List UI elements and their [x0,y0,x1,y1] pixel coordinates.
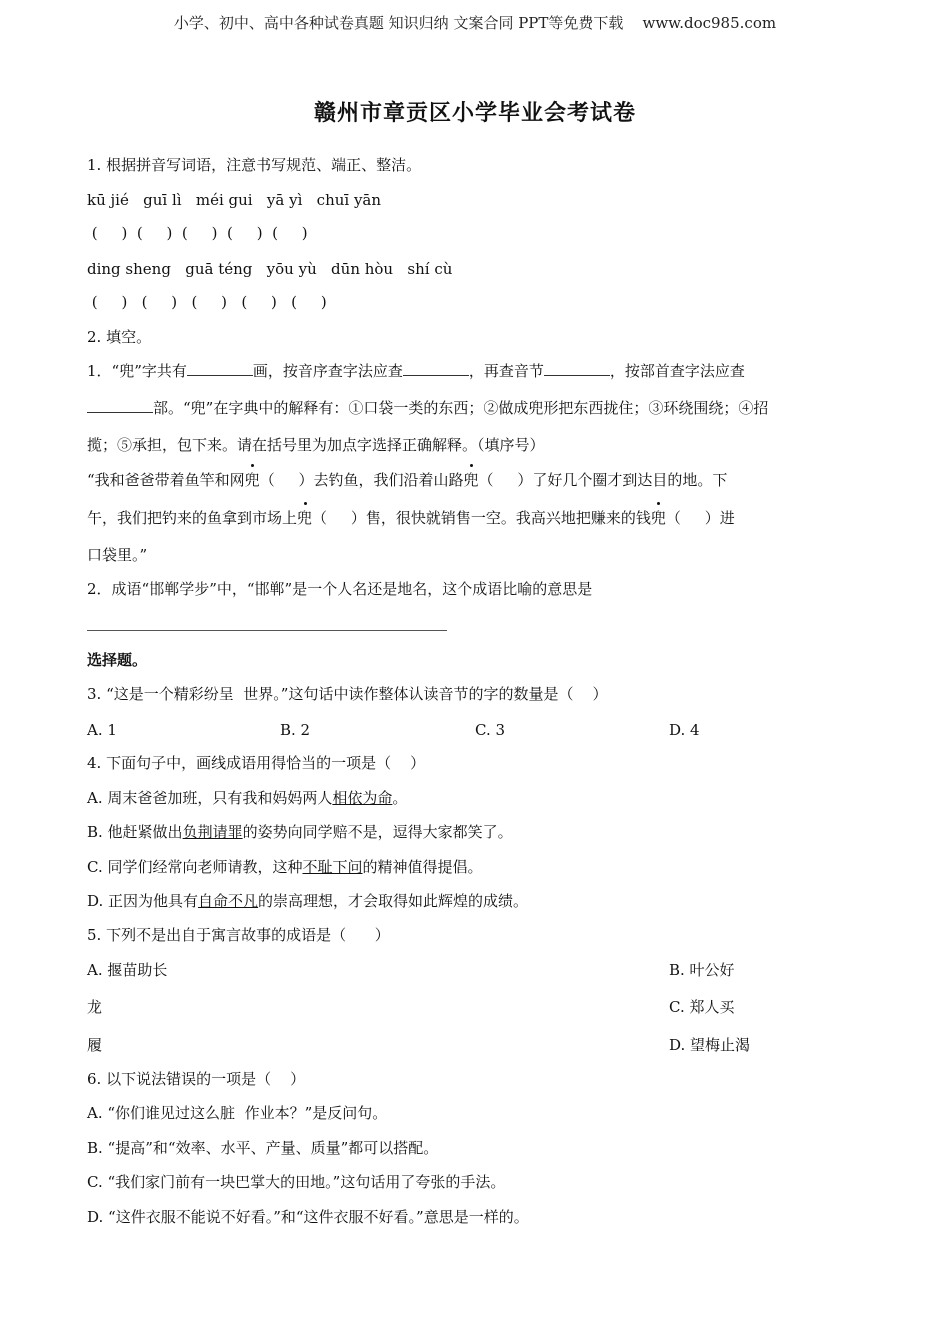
q1-pinyin-row1: kū jié guī lì méi gui yā yì chuī yān [87,191,382,209]
q2-sentence3: 口袋里。” [87,546,148,564]
q3-option-b[interactable]: B. 2 [280,721,311,739]
q6-option-b[interactable]: B. “提高”和“效率、水平、产量、质量”都可以搭配。 [87,1139,439,1157]
q6-option-a[interactable]: A. “你们谁见过这么脏 作业本？”是反问句。 [87,1104,388,1122]
q1-stem: 1. 根据拼音写词语，注意书写规范、端正、整洁。 [87,156,422,174]
fill-blank[interactable] [187,361,253,376]
q5-option-b[interactable]: B. 叶公好 [669,961,735,979]
q6-stem: 6. 以下说法错误的一项是（ ） [87,1070,306,1088]
q5-option-b-wrap: 龙 [87,998,103,1016]
q5-option-c[interactable]: C. 郑人买 [669,998,735,1016]
q2-sentence1: “我和爸爸带着鱼竿和网兜（ ）去钓鱼，我们沿着山路兜（ ）了好几个圈才到达目的地。下 [87,471,728,489]
q3-option-c[interactable]: C. 3 [475,721,506,739]
q1-brackets-row1: ( ) ( ) ( ) ( ) ( ) [87,224,308,242]
q3-stem: 3. “这是一个精彩纷呈 世界。”这句话中读作整体认读音节的字的数量是（ ） [87,685,608,703]
q2-stem: 2. 填空。 [87,328,152,346]
fill-blank[interactable] [87,398,153,413]
q4-option-a[interactable]: A. 周末爸爸加班，只有我和妈妈两人相依为命。 [87,789,408,807]
q4-option-b[interactable]: B. 他赶紧做出负荆请罪的姿势向同学赔不是，逗得大家都笑了。 [87,823,513,841]
fill-blank[interactable] [544,361,610,376]
q4-stem: 4. 下面句子中，画线成语用得恰当的一项是（ ） [87,754,426,772]
q5-option-d[interactable]: D. 望梅止渴 [669,1036,751,1054]
q5-option-c-wrap: 履 [87,1036,103,1054]
site-header: 小学、初中、高中各种试卷真题 知识归纳 文案合同 PPT等免费下载 www.doc985.com [173,14,777,32]
q2-line1: 1．“兜”字共有 画，按音序查字法应查 ，再查音节 ，按部首查字法应查 [87,362,745,380]
q2-line2: 部。“兜”在字典中的解释有：①口袋一类的东西；②做成兜形把东西拢住；③环绕围绕；④招 [87,398,768,418]
q5-stem: 5. 下列不是出自于寓言故事的成语是（ ） [87,926,390,944]
q5-option-a[interactable]: A. 揠苗助长 [87,961,168,979]
exam-title: 赣州市章贡区小学毕业会考试卷 [313,100,636,126]
section-heading: 选择题。 [87,651,148,669]
answer-line[interactable] [87,630,447,631]
q3-option-a[interactable]: A. 1 [87,721,117,739]
q4-option-c[interactable]: C. 同学们经常向老师请教，这种不耻下问的精神值得提倡。 [87,858,483,876]
q6-option-c[interactable]: C. “我们家门前有一块巴掌大的田地。”这句话用了夸张的手法。 [87,1173,506,1191]
q6-option-d[interactable]: D. “这件衣服不能说不好看。”和“这件衣服不好看。”意思是一样的。 [87,1208,529,1226]
q1-pinyin-row2: ding sheng guā téng yōu yù dūn hòu shí cù [87,260,453,278]
q3-option-d[interactable]: D. 4 [669,721,700,739]
q1-brackets-row2: ( ) ( ) ( ) ( ) ( ) [87,293,327,311]
q2-sentence2: 午，我们把钓来的鱼拿到市场上兜（ ）售，很快就销售一空。我高兴地把赚来的钱兜（ ）进 [87,509,735,527]
q2-part2: 2．成语“邯郸学步”中，“邯郸”是一个人名还是地名，这个成语比喻的意思是 [87,580,593,598]
q4-option-d[interactable]: D. 正因为他具有自命不凡的崇高理想，才会取得如此辉煌的成绩。 [87,892,529,910]
q2-line3: 揽；⑤承担，包下来。请在括号里为加点字选择正确解释。（填序号） [87,436,545,454]
fill-blank[interactable] [403,361,469,376]
